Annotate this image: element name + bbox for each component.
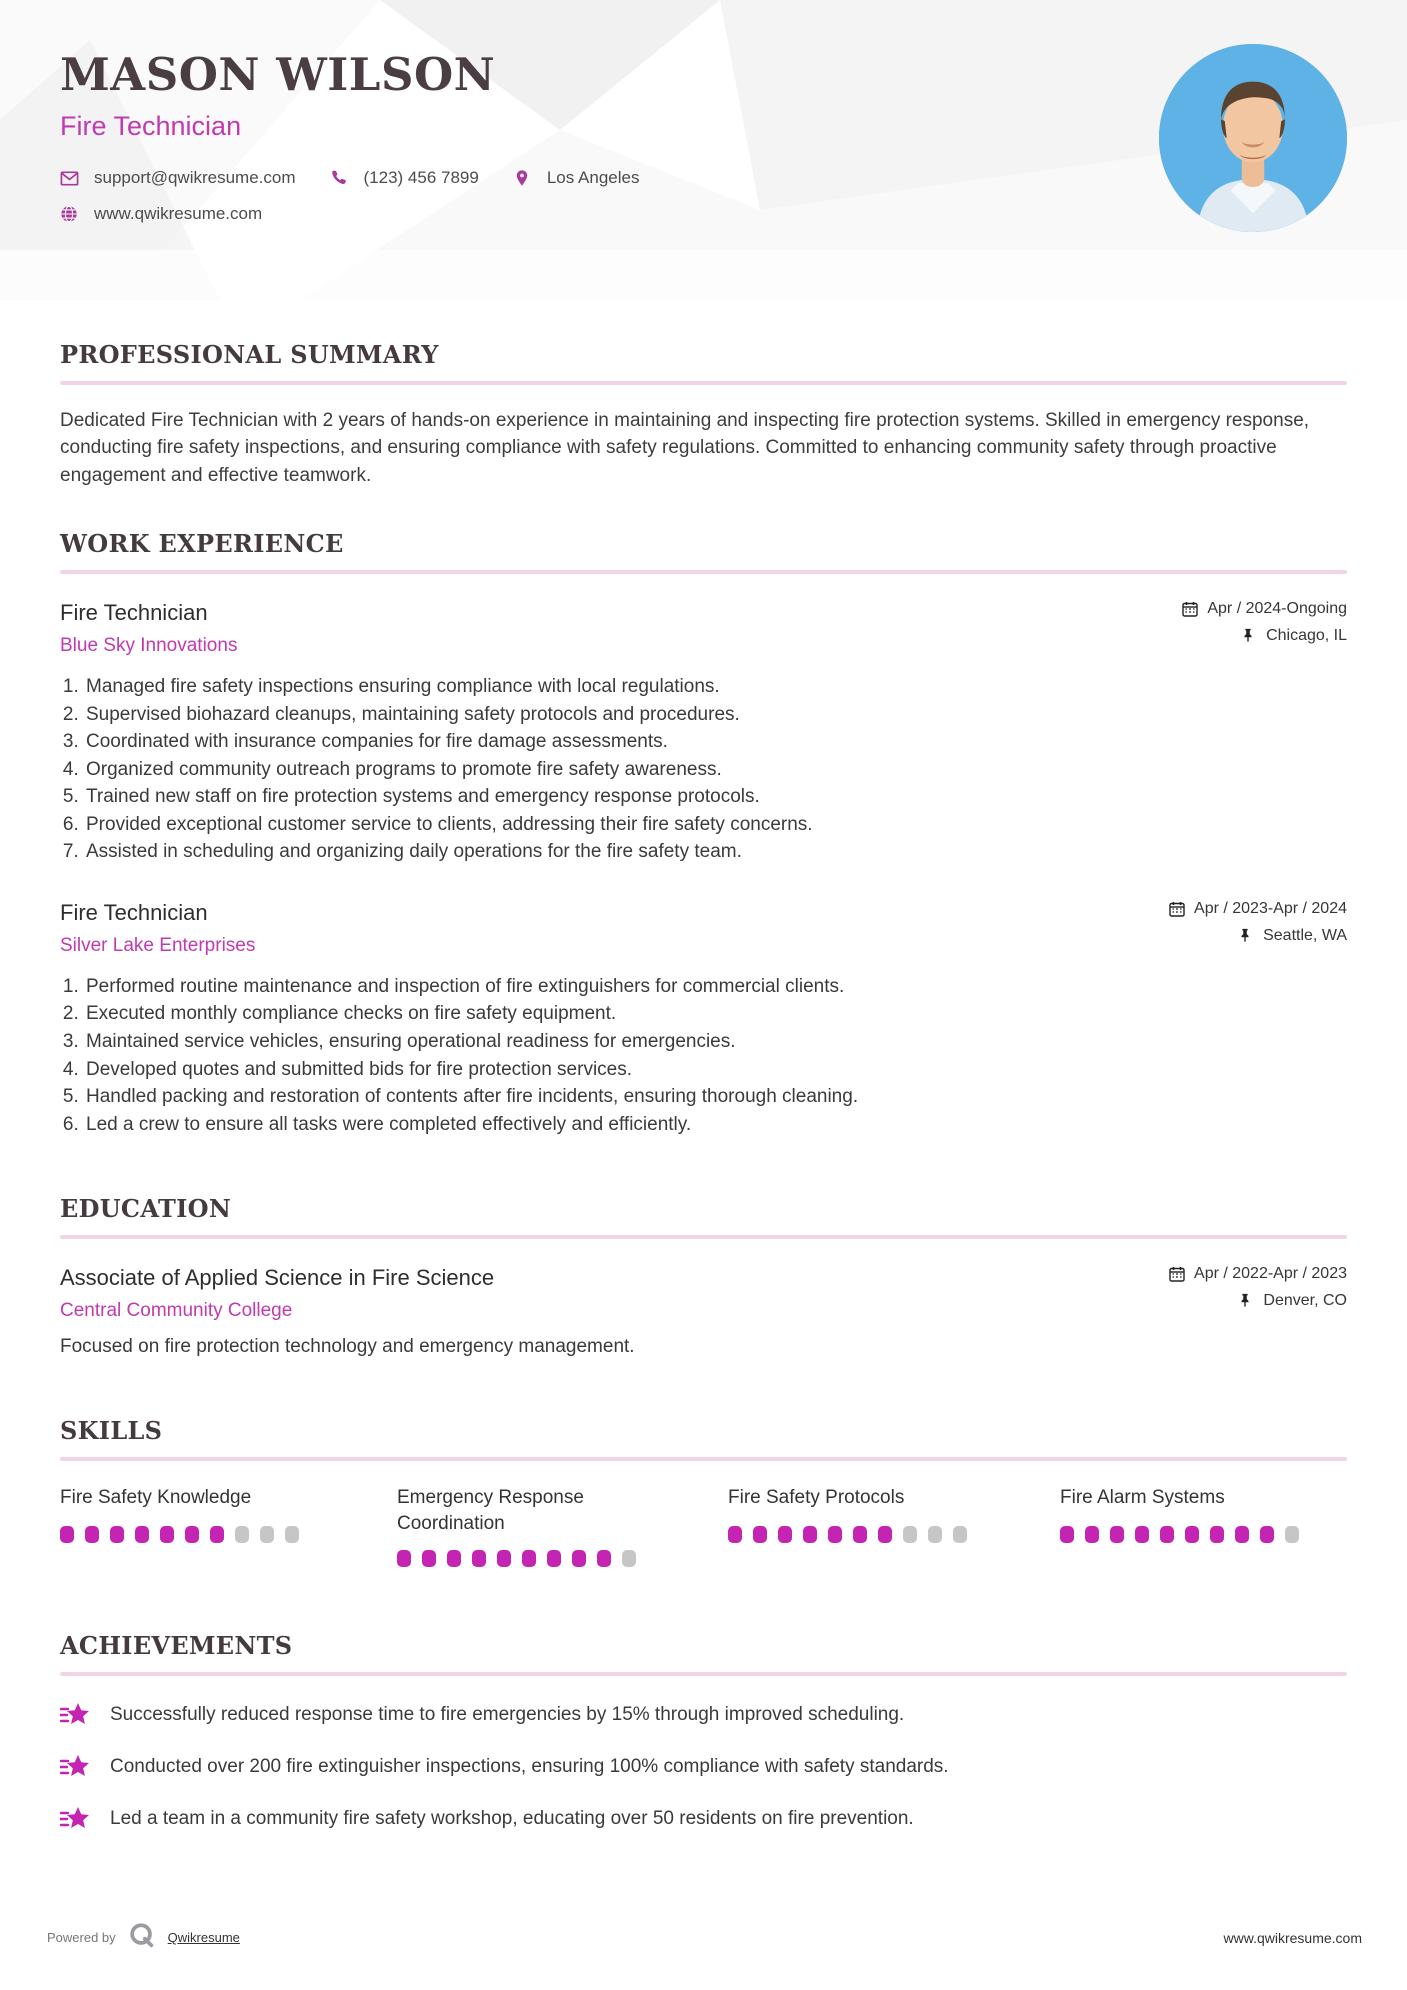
skill-item	[397, 1485, 728, 1567]
calendar-icon	[1169, 901, 1185, 917]
job-entry-titles	[60, 900, 255, 957]
section-professional-summary	[60, 340, 1347, 489]
calendar-icon	[1182, 601, 1198, 617]
education-dates-row	[1169, 1265, 1347, 1283]
skill-dot	[110, 1526, 124, 1543]
skill-name: Fire Safety Knowledge	[60, 1487, 252, 1509]
job-bullet: 3. Coordinated with insurance companies for fire damage assessments.	[84, 728, 1347, 756]
summary-heading: PROFESSIONAL SUMMARY	[60, 340, 439, 369]
skill-dot	[397, 1550, 411, 1567]
skill-dot	[1085, 1526, 1099, 1543]
skills-rule	[60, 1457, 1347, 1461]
resume-body	[0, 340, 1407, 1832]
job-location: Seattle, WA	[1263, 926, 1347, 944]
job-bullet: 7. Assisted in scheduling and organizing daily operations for the fire safety team.	[84, 838, 1347, 866]
calendar-icon	[1169, 1266, 1185, 1282]
education-location: Denver, CO	[1263, 1292, 1347, 1310]
skill-rating	[1060, 1526, 1347, 1543]
job-dates-row	[1182, 600, 1347, 618]
skill-dot	[422, 1550, 436, 1567]
contact-email-text: support@qwikresume.com	[94, 168, 296, 187]
skill-dot	[1160, 1526, 1174, 1543]
experience-heading: WORK EXPERIENCE	[60, 529, 344, 559]
job-bullet: 5. Trained new staff on fire protection systems and emergency response protocols.	[84, 783, 1347, 811]
job-company: Blue Sky Innovations	[60, 635, 238, 657]
job-bullet: 2. Executed monthly compliance checks on fire safety equipment.	[84, 1000, 1347, 1028]
job-location-row	[1169, 927, 1347, 945]
skill-dot	[160, 1526, 174, 1543]
resume-header	[0, 0, 1407, 300]
skill-dot	[522, 1550, 536, 1567]
job-title: Fire Technician	[60, 600, 208, 626]
skill-dot	[447, 1550, 461, 1567]
skill-dot	[1185, 1526, 1199, 1543]
skill-dot	[1235, 1526, 1249, 1543]
candidate-title: Fire Technician	[60, 111, 242, 141]
skill-dot	[778, 1526, 792, 1543]
contact-location	[513, 168, 640, 188]
achievements-rule	[60, 1672, 1347, 1676]
contact-website[interactable]	[60, 204, 262, 224]
skill-dot	[953, 1526, 967, 1543]
job-bullet: 6. Provided exceptional customer service to clients, addressing their fire safety concerns.	[84, 811, 1347, 839]
skill-dot	[1260, 1526, 1274, 1543]
section-achievements	[60, 1631, 1347, 1832]
job-bullet-list	[60, 973, 1347, 1138]
skill-dot	[285, 1526, 299, 1543]
skill-dot	[260, 1526, 274, 1543]
contact-row-secondary	[60, 204, 1347, 224]
achievement-text: Conducted over 200 fire extinguisher inspections, ensuring 100% compliance with safety standards.	[110, 1756, 949, 1778]
section-education	[60, 1194, 1347, 1358]
skill-dot	[597, 1550, 611, 1567]
footer-branding	[47, 1921, 240, 1954]
candidate-name: MASON WILSON	[60, 48, 496, 101]
skill-dot	[497, 1550, 511, 1567]
job-dates: Apr / 2024-Ongoing	[1207, 600, 1347, 618]
contact-website-text: www.qwikresume.com	[94, 204, 263, 223]
skill-dot	[235, 1526, 249, 1543]
skill-dot	[210, 1526, 224, 1543]
achievement-text: Successfully reduced response time to fire emergencies by 15% through improved scheduling.	[110, 1704, 905, 1726]
pushpin-icon	[1238, 1293, 1254, 1309]
skill-dot	[753, 1526, 767, 1543]
experience-rule	[60, 570, 1347, 574]
job-bullet: 4. Organized community outreach programs to promote fire safety awareness.	[84, 756, 1347, 784]
job-entry-titles	[60, 600, 237, 657]
job-bullet: 6. Led a crew to ensure all tasks were completed effectively and efficiently.	[84, 1111, 1347, 1139]
profile-photo	[1159, 44, 1347, 232]
skill-dot	[135, 1526, 149, 1543]
footer-website: www.qwikresume.com	[1223, 1929, 1362, 1946]
achievement-item	[60, 1754, 1347, 1780]
job-bullet: 5. Handled packing and restoration of contents after fire incidents, ensuring thorough cleaning.	[84, 1083, 1347, 1111]
job-meta	[1169, 900, 1347, 954]
qwikresume-logo-icon	[128, 1921, 156, 1954]
skills-heading: SKILLS	[60, 1416, 163, 1446]
qwikresume-link[interactable]: Qwikresume	[167, 1930, 240, 1945]
education-meta	[1169, 1265, 1347, 1319]
skill-rating	[397, 1550, 728, 1567]
education-location-row	[1169, 1292, 1347, 1310]
education-school: Central Community College	[60, 1300, 293, 1322]
skill-dot	[547, 1550, 561, 1567]
skill-dot	[1135, 1526, 1149, 1543]
section-work-experience	[60, 529, 1347, 1138]
education-dates: Apr / 2022-Apr / 2023	[1194, 1265, 1347, 1283]
contact-email[interactable]	[60, 168, 296, 188]
job-company: Silver Lake Enterprises	[60, 934, 256, 956]
job-bullet: 3. Maintained service vehicles, ensuring operational readiness for emergencies.	[84, 1028, 1347, 1056]
skills-grid	[60, 1485, 1347, 1567]
achievement-text: Led a team in a community fire safety workshop, educating over 50 residents on fire prevention.	[110, 1808, 914, 1830]
job-title: Fire Technician	[60, 899, 208, 925]
skill-dot	[60, 1526, 74, 1543]
skill-dot	[803, 1526, 817, 1543]
contact-row-primary	[60, 168, 1347, 188]
skill-dot	[728, 1526, 742, 1543]
star-badge-icon	[60, 1806, 90, 1832]
skill-dot	[903, 1526, 917, 1543]
job-entry	[60, 900, 1347, 1138]
achievements-heading: ACHIEVEMENTS	[60, 1631, 293, 1661]
skill-dot	[1285, 1526, 1299, 1543]
skill-name: Fire Safety Protocols	[728, 1487, 905, 1509]
powered-by-label: Powered by	[47, 1930, 116, 1945]
education-rule	[60, 1235, 1347, 1239]
skill-dot	[1060, 1526, 1074, 1543]
education-heading: EDUCATION	[60, 1194, 232, 1224]
skill-dot	[185, 1526, 199, 1543]
skill-dot	[622, 1550, 636, 1567]
skill-name: Emergency Response Coordination	[397, 1487, 584, 1534]
job-bullet: 2. Supervised biohazard cleanups, maintaining safety protocols and procedures.	[84, 701, 1347, 729]
skill-item	[1060, 1485, 1347, 1567]
job-dates: Apr / 2023-Apr / 2024	[1194, 899, 1347, 917]
skill-dot	[928, 1526, 942, 1543]
achievement-item	[60, 1806, 1347, 1832]
job-entry	[60, 600, 1347, 866]
page-footer	[47, 1921, 1362, 1954]
skill-dot	[85, 1526, 99, 1543]
job-bullet-list	[60, 673, 1347, 866]
globe-icon	[60, 205, 79, 224]
skill-dot	[853, 1526, 867, 1543]
summary-rule	[60, 381, 1347, 385]
job-location: Chicago, IL	[1266, 627, 1347, 645]
map-pin-icon	[513, 169, 532, 188]
skill-dot	[828, 1526, 842, 1543]
pushpin-icon	[1238, 928, 1254, 944]
skill-name: Fire Alarm Systems	[1060, 1487, 1225, 1509]
job-location-row	[1182, 627, 1347, 645]
phone-icon	[330, 169, 349, 188]
skill-dot	[472, 1550, 486, 1567]
education-entry	[60, 1265, 1347, 1358]
skill-dot	[878, 1526, 892, 1543]
achievements-list	[60, 1702, 1347, 1832]
skill-dot	[572, 1550, 586, 1567]
skill-rating	[60, 1526, 397, 1543]
education-entry-titles	[60, 1265, 494, 1322]
job-bullet: 1. Performed routine maintenance and inspection of fire extinguishers for commercial clients.	[84, 973, 1347, 1001]
education-degree: Associate of Applied Science in Fire Science	[60, 1265, 495, 1291]
star-badge-icon	[60, 1702, 90, 1728]
skill-rating	[728, 1526, 1060, 1543]
profile-photo-illustration	[1159, 44, 1347, 232]
contact-phone	[330, 168, 479, 188]
achievement-item	[60, 1702, 1347, 1728]
job-meta	[1182, 600, 1347, 654]
skill-dot	[1110, 1526, 1124, 1543]
job-dates-row	[1169, 900, 1347, 918]
envelope-icon	[60, 169, 79, 188]
skill-dot	[1210, 1526, 1224, 1543]
job-bullet: 1. Managed fire safety inspections ensuring compliance with local regulations.	[84, 673, 1347, 701]
pushpin-icon	[1241, 628, 1257, 644]
section-skills	[60, 1416, 1347, 1567]
skill-item	[728, 1485, 1060, 1567]
job-bullet: 4. Developed quotes and submitted bids for fire protection services.	[84, 1056, 1347, 1084]
contact-phone-text: (123) 456 7899	[363, 168, 479, 187]
star-badge-icon	[60, 1754, 90, 1780]
education-note: Focused on fire protection technology and emergency management.	[60, 1336, 635, 1358]
contact-location-text: Los Angeles	[546, 168, 640, 187]
skill-item	[60, 1485, 397, 1567]
summary-text: Dedicated Fire Technician with 2 years of hands-on experience in maintaining and inspecting fire protection systems. Skilled in emergency response, conducting fire safety inspections, and ensuring compliance with safety regulations. Committed to enhancing community safety through proactive engagement and effective teamwork.	[60, 410, 1310, 486]
